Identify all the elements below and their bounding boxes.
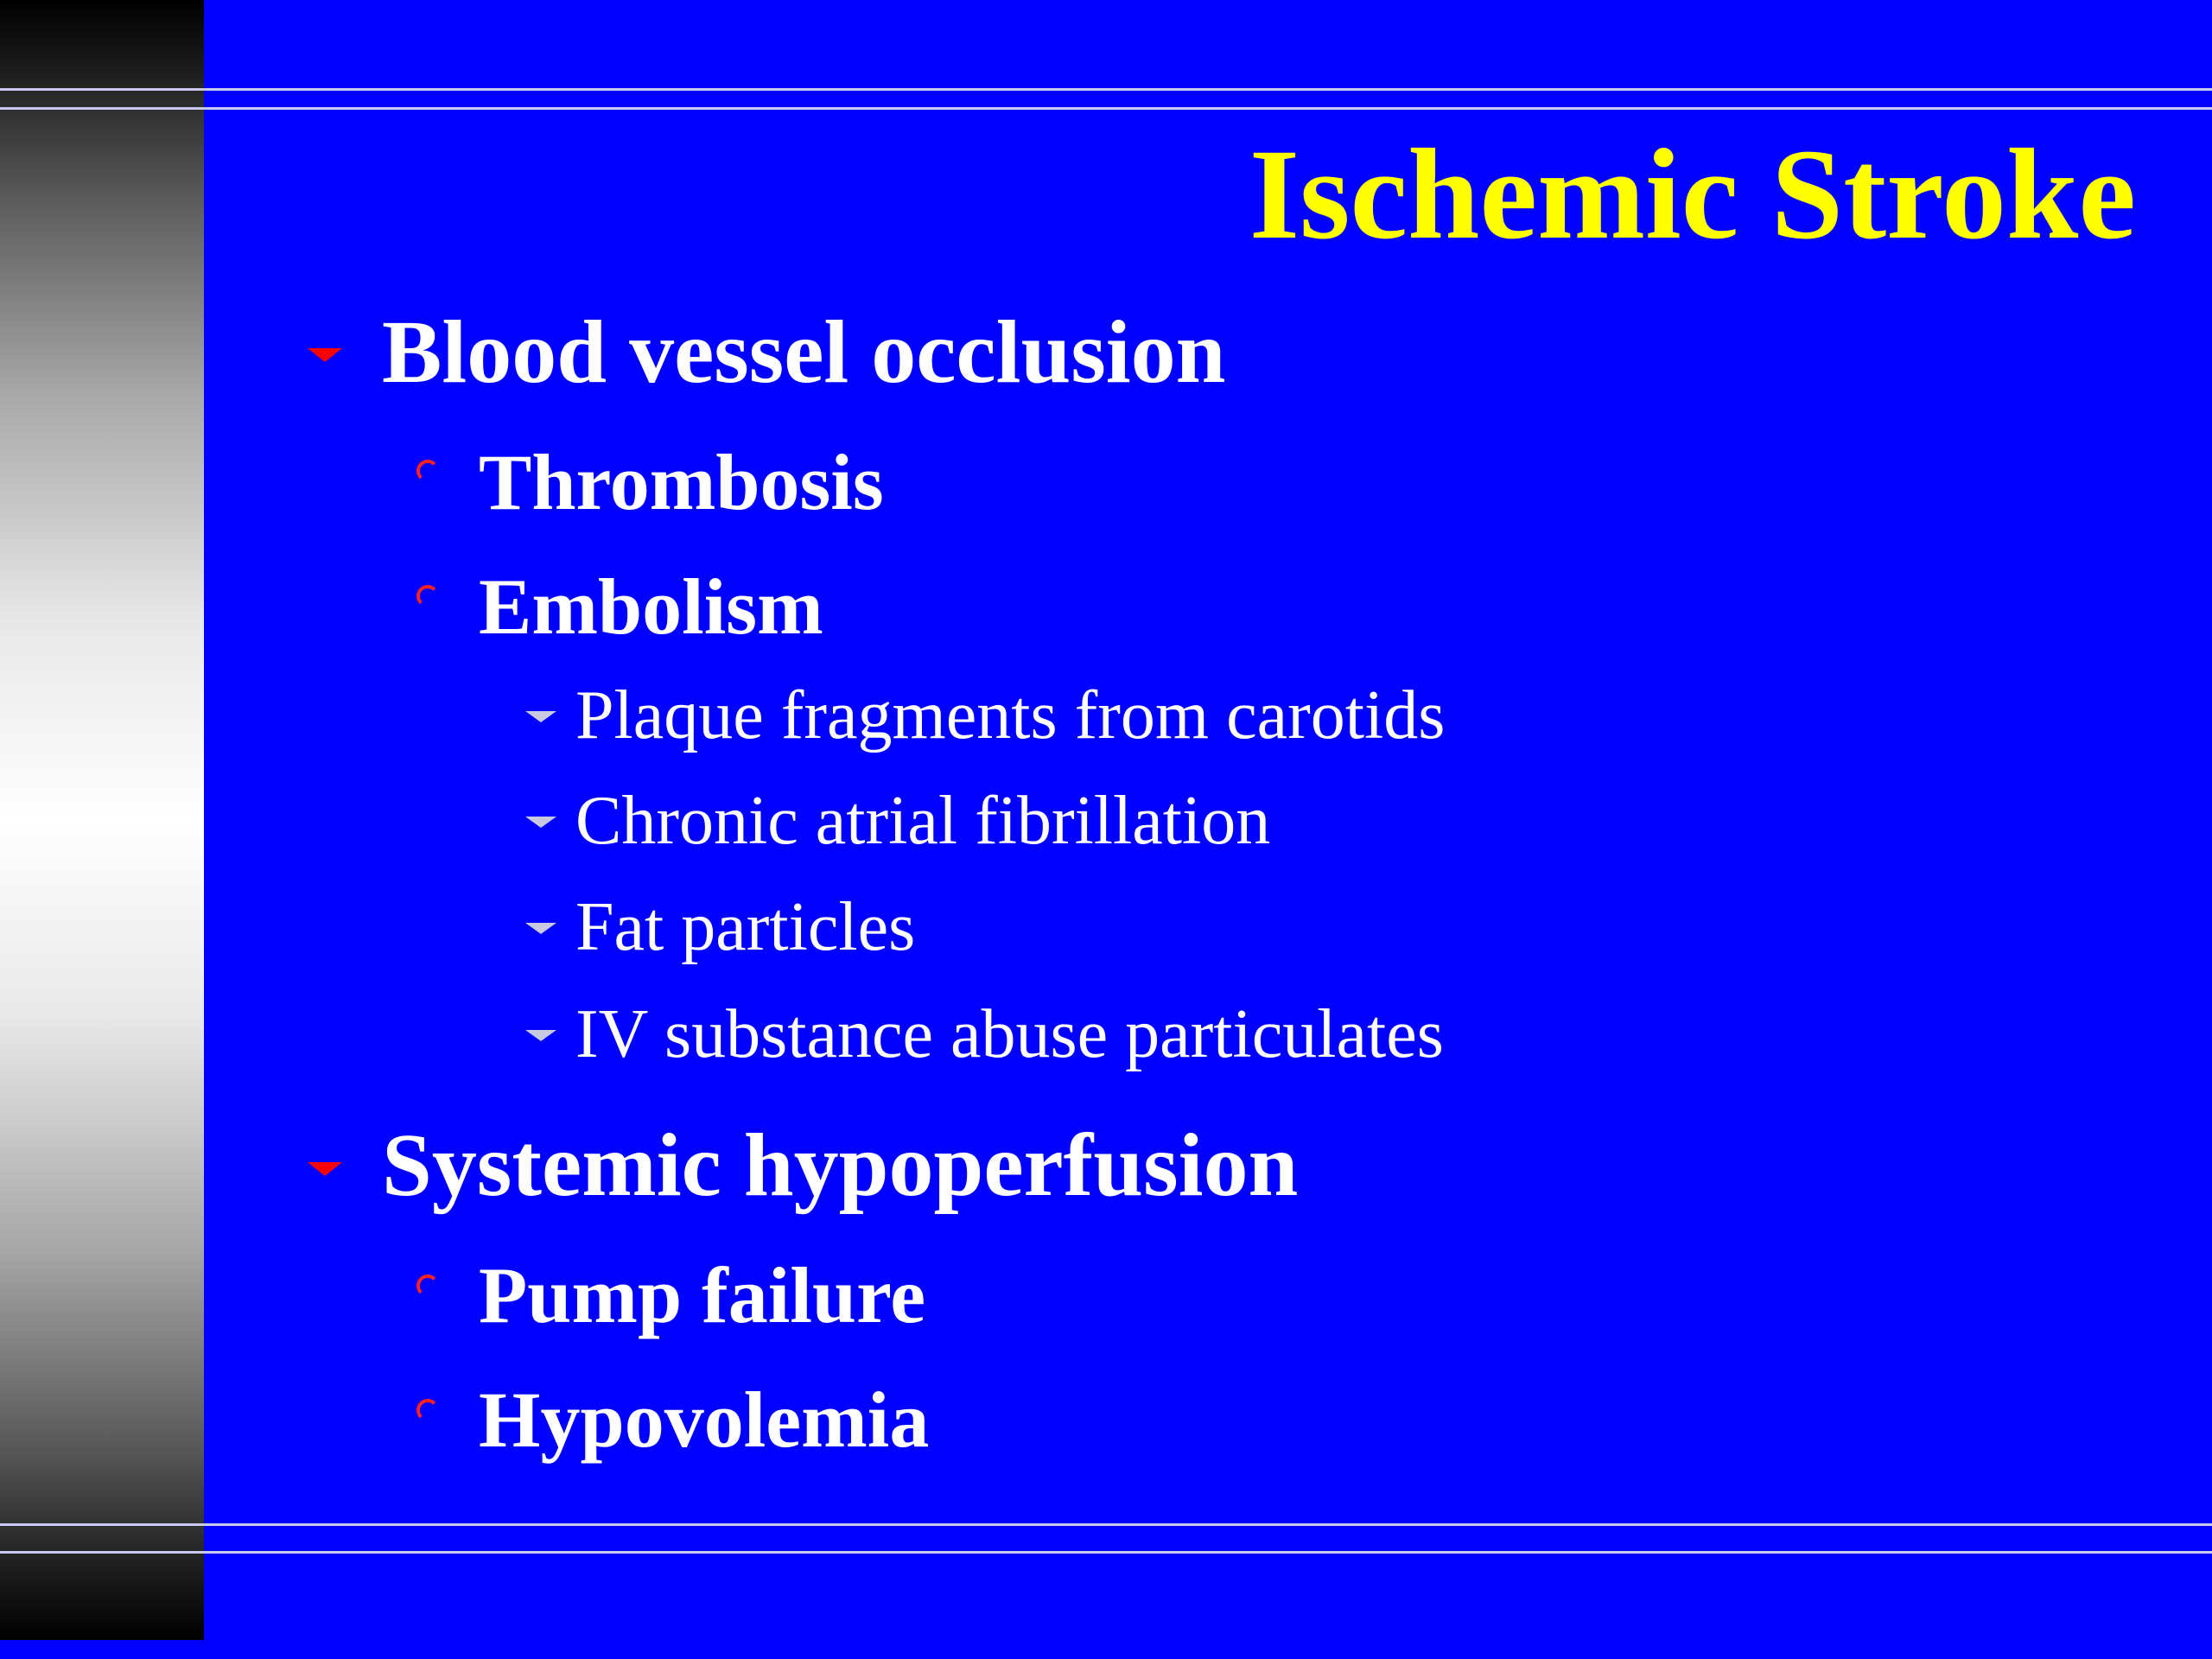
slide-title: Ischemic Stroke — [1249, 123, 2136, 266]
sub-sub-bullet-atrial-fibrillation: Chronic atrial fibrillation — [575, 783, 1271, 859]
bottom-rule-line-secondary — [0, 1551, 2212, 1554]
red-arc-bullet-icon — [416, 1399, 439, 1421]
sub-bullet-hypovolemia: Hypovolemia — [479, 1376, 930, 1464]
red-arc-bullet-icon — [416, 585, 439, 607]
sub-bullet-embolism: Embolism — [479, 563, 823, 651]
gray-triangle-bullet-icon — [525, 817, 556, 828]
sub-bullet-pump-failure: Pump failure — [479, 1251, 926, 1339]
gray-triangle-bullet-icon — [525, 1030, 556, 1041]
sub-sub-bullet-iv-substance-abuse: IV substance abuse particulates — [575, 996, 1444, 1072]
red-arc-bullet-icon — [416, 460, 439, 482]
sub-sub-bullet-fat-particles: Fat particles — [575, 889, 916, 965]
bullet-blood-vessel-occlusion: Blood vessel occlusion — [382, 302, 1226, 402]
bullet-systemic-hypoperfusion: Systemic hypoperfusion — [382, 1116, 1299, 1215]
sub-sub-bullet-plaque-fragments: Plaque fragments from carotids — [575, 677, 1446, 753]
red-triangle-bullet-icon — [308, 1162, 342, 1176]
side-gradient-bar — [0, 0, 204, 1640]
bottom-rule-line — [0, 1523, 2212, 1526]
sub-bullet-thrombosis: Thrombosis — [479, 438, 884, 526]
gray-triangle-bullet-icon — [525, 711, 556, 722]
top-rule-line-secondary — [0, 107, 2212, 110]
red-triangle-bullet-icon — [308, 348, 342, 362]
red-arc-bullet-icon — [416, 1274, 439, 1297]
top-rule-line — [0, 88, 2212, 91]
gray-triangle-bullet-icon — [525, 923, 556, 934]
